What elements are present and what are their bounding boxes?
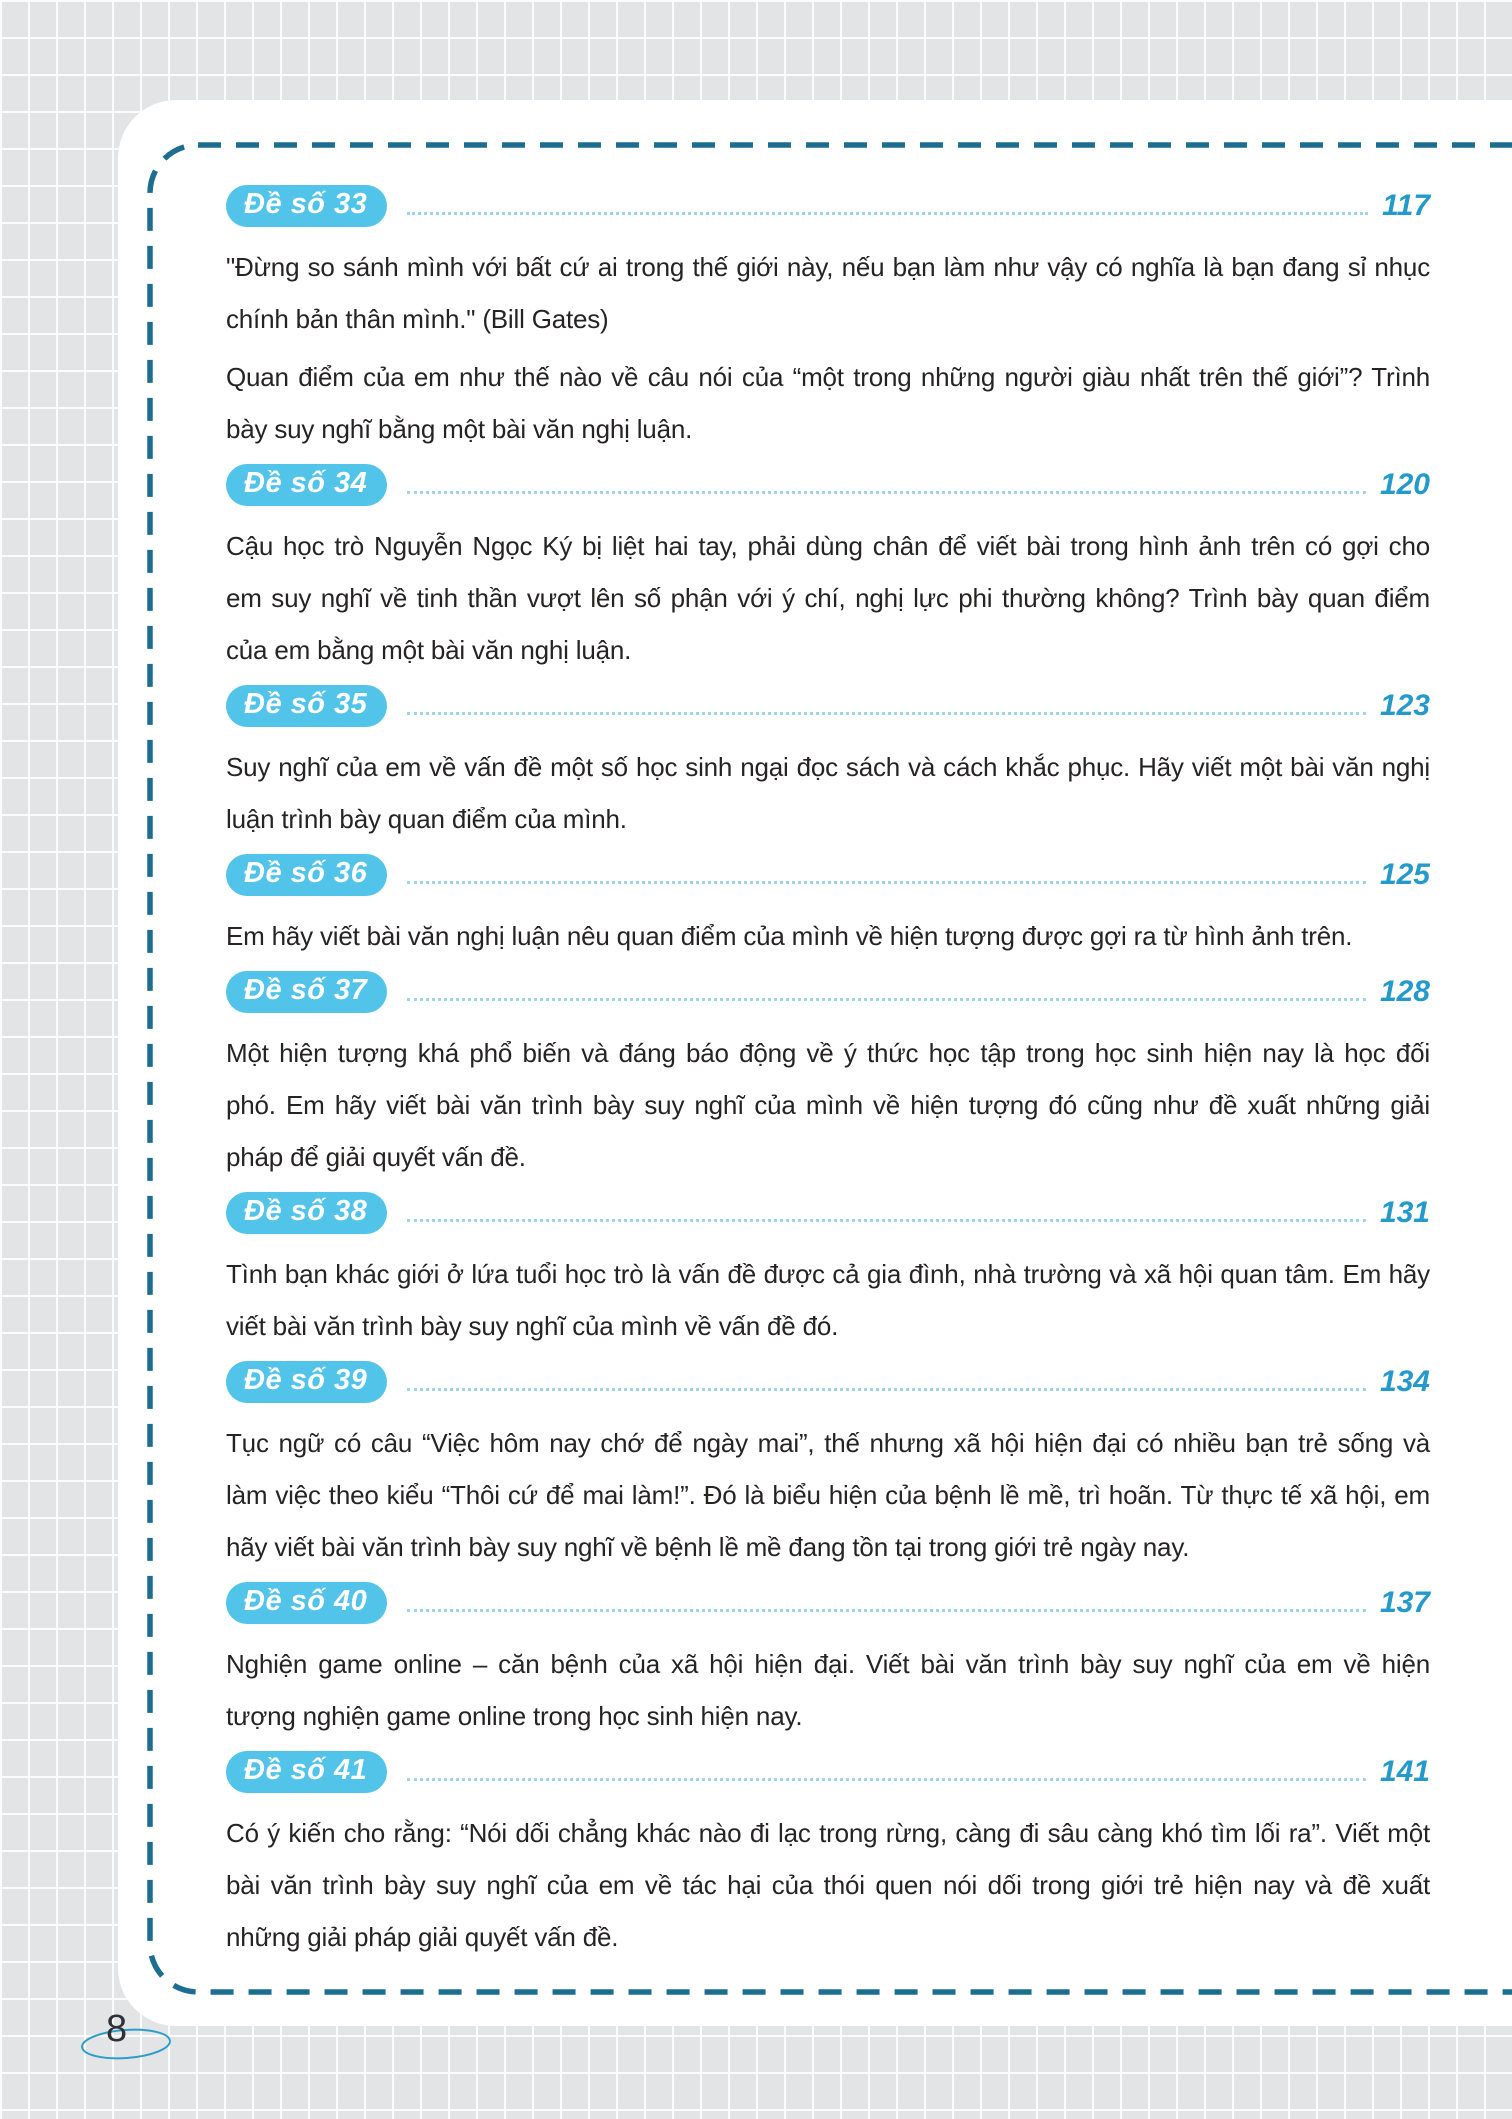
toc-text-line: bài văn trình bày suy nghĩ của em về tác hại của thói quen nói dối trong giới trẻ hiện nay và đề xuất [226,1870,1430,1900]
toc-entry-header [226,682,1430,729]
dotted-leader [407,879,1366,884]
dotted-leader [407,1776,1366,1781]
page-number: 117 [1382,188,1430,222]
toc-entry-paragraph [226,1807,1430,1963]
toc-text-line: Tục ngữ có câu “Việc hôm nay chớ để ngày mai”, thế nhưng xã hội hiện đại có nhiều bạn trẻ sống và [226,1428,1430,1458]
dotted-leader [407,1607,1366,1612]
exam-number-badge [226,1361,387,1403]
exam-number-badge [226,1751,387,1793]
page-number: 123 [1379,688,1430,722]
toc-entry [226,1579,1430,1742]
exam-number-badge [226,685,387,727]
toc-text-line: làm việc theo kiểu “Thôi cứ để mai làm!”. Đó là biểu hiện của bệnh lề mề, trì hoãn. Từ thực tế xã hội, em [226,1480,1430,1510]
toc-text-line: em suy nghĩ về tinh thần vượt lên số phận với ý chí, nghị lực phi thường không? Trình bày quan điểm [226,583,1430,613]
exam-number-label: Đề số 36 [244,856,368,889]
toc-entry-header [226,1579,1430,1626]
page-number: 134 [1379,1364,1430,1398]
exam-number-badge [226,185,387,227]
toc-entry-paragraph [226,241,1430,345]
toc-entry [226,1189,1430,1352]
toc-text-line: hãy viết bài văn trình bày suy nghĩ về bệnh lề mề đang tồn tại trong giới trẻ ngày nay. [226,1532,1190,1562]
exam-number-label: Đề số 37 [244,973,368,1006]
toc-entry-paragraph [226,1248,1430,1352]
toc-text-line: Nghiện game online – căn bệnh của xã hội hiện đại. Viết bài văn trình bày suy nghĩ của em về hiện [226,1649,1430,1679]
toc-text-line: Tình bạn khác giới ở lứa tuổi học trò là vấn đề được cả gia đình, nhà trường và xã hội quan tâm. Em hãy [226,1259,1430,1289]
toc-text-line: chính bản thân mình." (Bill Gates) [226,304,609,334]
dotted-leader [407,489,1366,494]
exam-number-badge [226,1192,387,1234]
exam-number-badge [226,464,387,506]
toc-entry [226,1358,1430,1573]
toc-entry-header [226,1748,1430,1795]
toc-text-line: phó. Em hãy viết bài văn trình bày suy nghĩ của mình về hiện tượng đó cũng như đề xuất những giải [226,1090,1430,1120]
toc-text-line: viết bài văn trình bày suy nghĩ của mình về vấn đề đó. [226,1311,839,1341]
exam-number-badge [226,971,387,1013]
toc-text-line: Cậu học trò Nguyễn Ngọc Ký bị liệt hai tay, phải dùng chân để viết bài trong hình ảnh trên có gợi cho [226,531,1430,561]
toc-entry-header [226,182,1430,229]
page-number: 128 [1379,974,1430,1008]
exam-number-badge [226,854,387,896]
exam-number-label: Đề số 41 [244,1753,368,1786]
exam-number-label: Đề số 34 [244,466,368,499]
exam-number-label: Đề số 38 [244,1194,368,1227]
page-number: 120 [1379,467,1430,501]
toc-entry [226,182,1430,455]
toc-text-line: Em hãy viết bài văn nghị luận nêu quan điểm của mình về hiện tượng được gợi ra từ hình ảnh trên. [226,921,1353,951]
dotted-leader [407,1386,1366,1391]
page-number: 137 [1379,1585,1430,1619]
toc-text-line: "Đừng so sánh mình với bất cứ ai trong thế giới này, nếu bạn làm như vậy có nghĩa là bạn đang sỉ nhục [226,252,1430,282]
page-number: 131 [1379,1195,1430,1229]
toc-entry [226,968,1430,1183]
exam-number-badge [226,1582,387,1624]
toc-entry-header [226,1189,1430,1236]
toc-entry-header [226,851,1430,898]
toc-entry-paragraph [226,1027,1430,1183]
toc-entry-paragraph [226,520,1430,676]
toc-text-line: những giải pháp giải quyết vấn đề. [226,1922,619,1952]
toc-list [226,182,1430,1969]
toc-entry-paragraph [226,910,1430,962]
dotted-leader [407,1217,1366,1222]
page-number: 125 [1379,857,1430,891]
exam-number-label: Đề số 33 [244,187,368,220]
exam-number-label: Đề số 40 [244,1584,368,1617]
toc-text-line: Quan điểm của em như thế nào về câu nói của “một trong những người giàu nhất trên thế giới”? Trình [226,362,1430,392]
exam-number-label: Đề số 39 [244,1363,368,1396]
dotted-leader [407,710,1366,715]
toc-entry-header [226,968,1430,1015]
toc-entry-paragraph [226,1417,1430,1573]
toc-text-line: Có ý kiến cho rằng: “Nói dối chẳng khác nào đi lạc trong rừng, càng đi sâu càng khó tìm lối ra”. Viết một [226,1818,1430,1848]
dotted-leader [407,210,1368,215]
toc-entry-header [226,461,1430,508]
dotted-leader [407,996,1366,1001]
toc-entry [226,851,1430,962]
toc-entry [226,682,1430,845]
toc-text-line: bày suy nghĩ bằng một bài văn nghị luận. [226,414,693,444]
page-number: 141 [1379,1754,1430,1788]
toc-entry [226,1748,1430,1963]
toc-text-line: pháp để giải quyết vấn đề. [226,1142,526,1172]
toc-text-line: Một hiện tượng khá phổ biến và đáng báo động về ý thức học tập trong học sinh hiện nay là học đối [226,1038,1430,1068]
toc-entry-paragraph [226,741,1430,845]
toc-text-line: tượng nghiện game online trong học sinh hiện nay. [226,1701,803,1731]
toc-text-line: của em bằng một bài văn nghị luận. [226,635,632,665]
exam-number-label: Đề số 35 [244,687,368,720]
footer-page-number: 8 [106,2008,128,2050]
toc-text-line: Suy nghĩ của em về vấn đề một số học sinh ngại đọc sách và cách khắc phục. Hãy viết một bài văn nghị [226,752,1430,782]
toc-text-line: luận trình bày quan điểm của mình. [226,804,627,834]
toc-entry [226,461,1430,676]
toc-entry-paragraph [226,351,1430,455]
toc-entry-paragraph [226,1638,1430,1742]
toc-entry-header [226,1358,1430,1405]
